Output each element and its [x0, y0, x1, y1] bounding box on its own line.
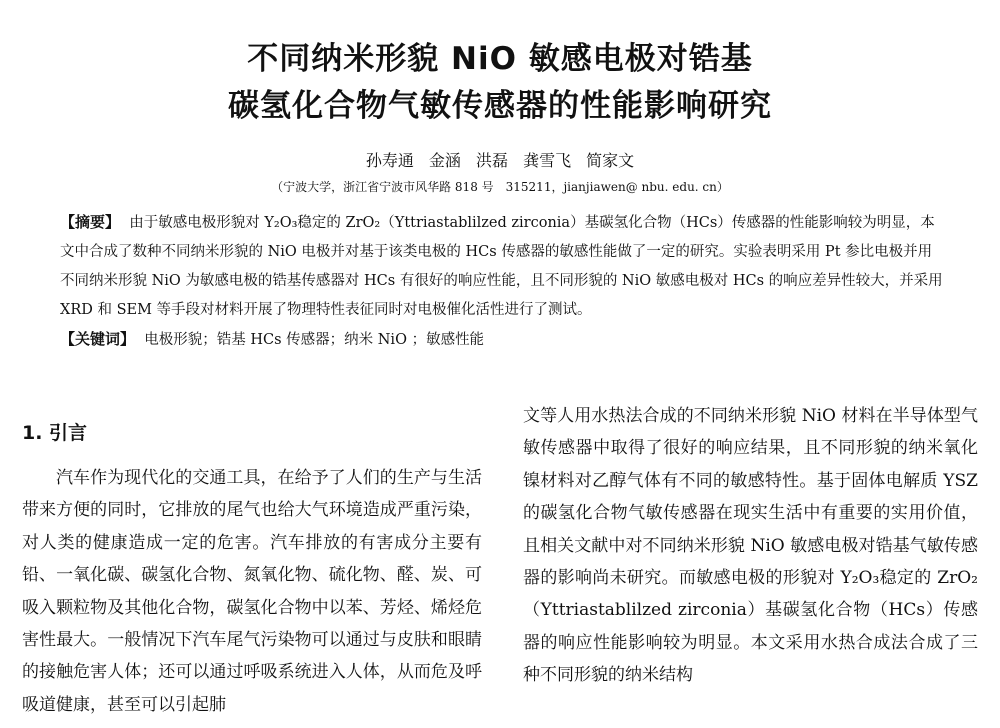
right-column	[523, 400, 978, 728]
keywords-text: 电极形貌；锆基 HCs 传感器；纳米 NiO ；敏感性能	[144, 332, 485, 348]
paper-title-line-2: 碳氢化合物气敏传感器的性能影响研究	[228, 88, 772, 124]
section-heading: 1. 引言	[22, 422, 88, 444]
abstract-paragraph	[60, 208, 945, 325]
affiliation: （宁波大学，浙江省宁波市风华路 818 号 315211，jianjiawen@ nbu. edu. cn）	[271, 180, 729, 194]
left-column-text: 汽车作为现代化的交通工具，在给予了人们的生产与生活带来方便的同时，它排放的尾气也给大气环境造成严重污染，对人类的健康造成一定的危害。汽车排放的有害成分主要有铅、一氧化碳、碳氢化合物、氮氧化物、硫化物、醛、炭、可吸入颗粒物及其他化合物，碳氢化合物中以苯、芳烃、烯烃危害性最大。一般情况下汽车尾气污染物可以通过与皮肤和眼睛的接触危害人体；还可以通过呼吸系统进入人体，从而危及呼吸道健康，甚至可以引起肺	[22, 468, 482, 715]
author-list: 孙寿通 金涵 洪磊 龚雪飞 简家文	[365, 151, 635, 170]
left-column	[22, 462, 482, 728]
right-column-text: 文等人用水热法合成的不同纳米形貌 NiO 材料在半导体型气敏传感器中取得了很好的响应结果，且不同形貌的纳米氧化镍材料对乙醇气体有不同的敏感特性。基于固体电解质 YSZ 的碳氢化合物气敏传感器在现实生活中有重要的实用价值，且相关文献中对不同纳米形貌 NiO 敏感电极对锆基气敏传感器的影响尚未研究。而敏感电极的形貌对 Y₂O₃稳定的 ZrO₂（Yttriastablilzed zirconia）基碳氢化合物（HCs）传感器的响应性能影响较为明显。本文采用水热合成法合成了三种不同形貌的纳米结构	[523, 406, 978, 686]
paper-title-line-1: 不同纳米形貌 NiO 敏感电极对锆基	[247, 41, 753, 77]
abstract-block	[60, 208, 945, 355]
abstract-text: 由于敏感电极形貌对 Y₂O₃稳定的 ZrO₂（Yttriastablilzed zirconia）基碳氢化合物（HCs）传感器的性能影响较为明显，本文中合成了数种不同纳米形貌的 NiO 电极并对基于该类电极的 HCs 传感器的敏感性能做了一定的研究。实验表明采用 Pt 参比电极并用不同纳米形貌 NiO 为敏感电极的锆基传感器对 HCs 有很好的响应性能，且不同形貌的 NiO 敏感电极对 HCs 的响应差异性较大，并采用 XRD 和 SEM 等手段对材料开展了物理特性表征同时对电极催化活性进行了测试。	[60, 215, 943, 318]
abstract-label: 【摘要】	[60, 213, 121, 231]
keywords-paragraph	[60, 325, 945, 355]
keywords-label: 【关键词】	[60, 330, 136, 348]
